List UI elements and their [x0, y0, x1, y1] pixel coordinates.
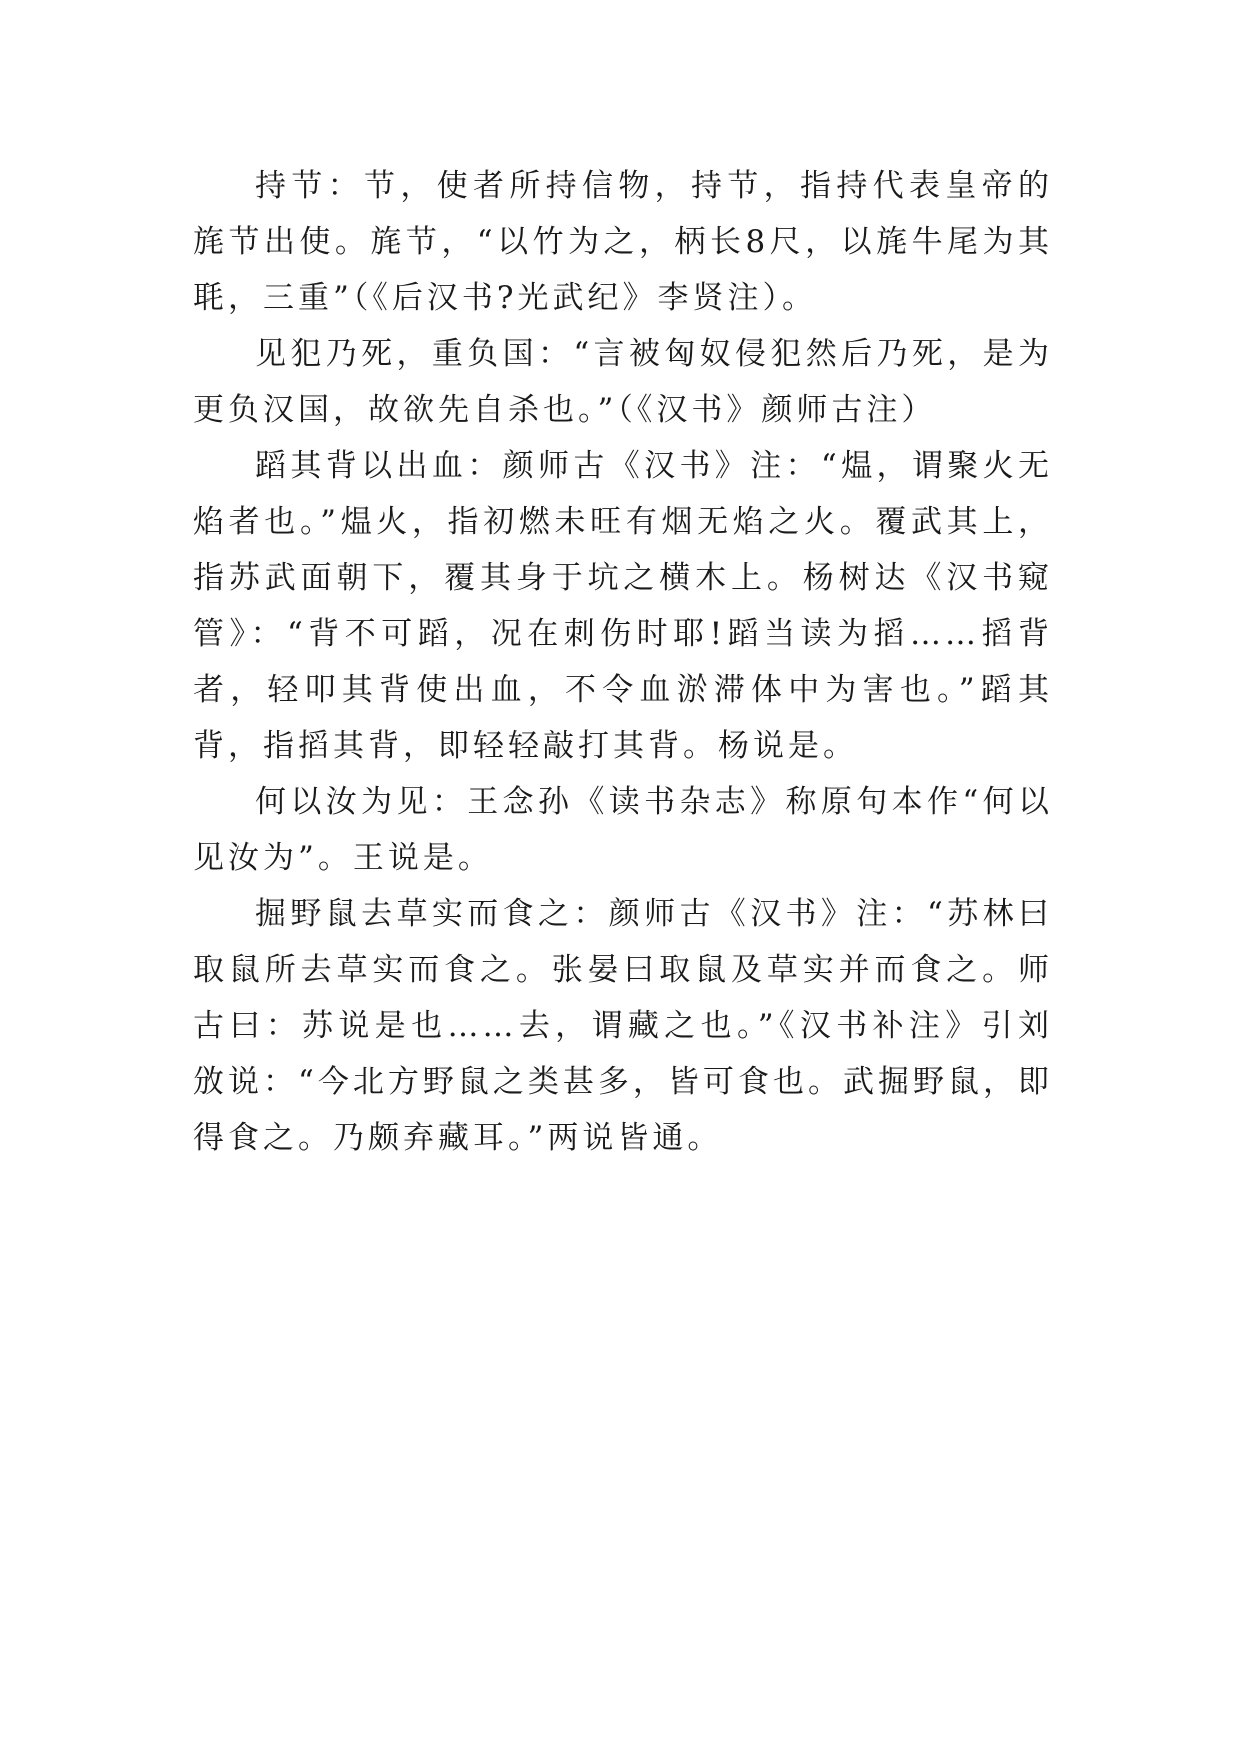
paragraph-jueyeshu: 掘野鼠去草实而食之：颜师古《汉书》注：“苏林曰取鼠所去草实而食之。张晏曰取鼠及草实并而食之。师古曰：苏说是也……去，谓藏之也。”《汉书补注》引刘攽说：“今北方野鼠之类甚多，皆可食也。武掘野鼠，即得食之。乃颇弃藏耳。”两说皆通。 [193, 896, 1053, 1156]
paragraph-chijie: 持节：节，使者所持信物，持节，指持代表皇帝的旄节出使。旄节，“以竹为之，柄长8尺，以旄牛尾为其毦，三重”（《后汉书?光武纪》李贤注）。 [193, 168, 1053, 316]
paragraph-heyiru: 何以汝为见：王念孙《读书杂志》称原句本作“何以见汝为”。王说是。 [193, 784, 1053, 876]
paragraph-daoqibei: 蹈其背以出血：颜师古《汉书》注：“煴，谓聚火无焰者也。”煴火，指初燃未旺有烟无焰之火。覆武其上，指苏武面朝下，覆其身于坑之横木上。杨树达《汉书窥管》：“背不可蹈，况在刺伤时耶!蹈当读为搯……搯背者，轻叩其背使出血，不令血淤滞体中为害也。”蹈其背，指搯其背，即轻轻敲打其背。杨说是。 [193, 448, 1053, 764]
paragraph-jianfan: 见犯乃死，重负国：“言被匈奴侵犯然后乃死，是为更负汉国，故欲先自杀也。”（《汉书》颜师古注） [193, 336, 1053, 428]
document-body [193, 158, 1053, 1166]
